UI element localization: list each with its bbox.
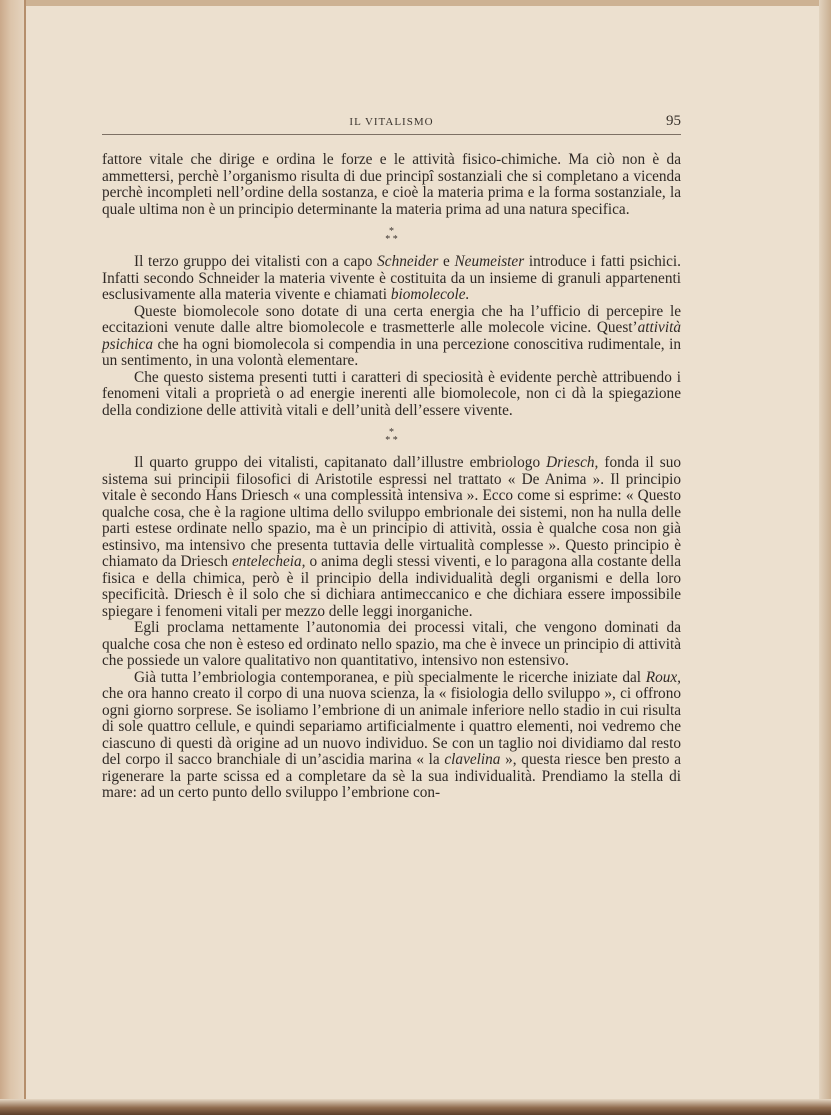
- paragraph-7-text-b: che ora hanno creato il corpo di una nuova scienza, la « fisiologia dello sviluppo », ci offrono ogni giorno sorprese. Se isoliamo l’embrione di un animale inferiore nello stadio in cui risulta di sole quattro cellule, e quindi separiamo artificialmente i quattro elementi, noi vedremo che ciascuno di questi dà origine ad un nuovo individuo. Se con un taglio noi dividiamo dal resto del corpo il sacco branchiale di un’ascidia marina « la: [102, 685, 681, 768]
- paragraph-2-text-b: e: [438, 253, 455, 270]
- asterism-bottom: * *: [385, 435, 398, 446]
- running-title: IL VITALISMO: [349, 116, 434, 128]
- asterism-top: *: [389, 226, 394, 237]
- paragraph-7-text-c: », questa riesce ben presto a rigenerare la parte scissa ed a completare da sè la sua individualità. Prendiamo la stella di mare: ad un certo punto dello sviluppo l’embrione con-: [102, 751, 682, 801]
- running-header: [102, 110, 681, 135]
- paragraph-2-text-c: introduce i fatti psichici. Infatti secondo Schneider la materia vivente è costituita da un insieme di granuli appartenenti esclusivamente alla materia vivente e chiamati: [102, 253, 681, 303]
- asterism-divider-2: [102, 429, 681, 445]
- paragraph-5-text-a: Il quarto gruppo dei vitalisti, capitanato dall’illustre embriologo: [134, 454, 547, 471]
- term-biomolecole: biomolecole.: [390, 286, 470, 303]
- term-entelecheia: entelecheia,: [232, 553, 306, 570]
- paragraph-5-text-c: o anima degli stessi viventi, e lo paragona alla costante della fisica e della chimica, però è il principio della individualità degli organismi e della loro specificità. Driesch è il solo che si dichiara antimeccanico e che dichiara essere impossibile spiegare i fenomeni vitali per mezzo delle leggi inorganiche.: [102, 553, 681, 620]
- asterism-top: *: [389, 427, 394, 438]
- paragraph-4: Che questo sistema presenti tutti i caratteri di speciosità è evidente perchè attribuendo i fenomeni vitali a proprietà o ad energie inerenti alle biomolecole, non ci dà la spiegazione della condizione delle attività vitali e dell’unità dell’essere vivente.: [102, 368, 681, 419]
- body-text: [102, 152, 681, 802]
- asterism-divider-1: [102, 228, 681, 244]
- name-roux: Roux,: [645, 668, 681, 686]
- paragraph-7-text-a: Già tutta l’embriologia contemporanea, e più specialmente le ricerche iniziate dal: [134, 668, 646, 686]
- name-schneider: Schneider: [377, 253, 439, 270]
- paragraph-5-text-b: fonda il suo sistema sui principii filosofici di Aristotile espressi nel trattato « De Anima ». Il principio vitale è secondo Hans Driesch « una complessità intensiva ». Ecco come si esprime: « Questo qualche cosa, che è la ragione ultima dello sviluppo embrionale dei sistemi, non ha nulla delle parti estese ordinate nello spazio, ma è un principio di attività, ossia è qualche cosa non già estinsivo, ma intensivo che presenta tuttavia delle virtualità complesse ». Questo principio è chiamato da Driesch: [102, 454, 681, 570]
- paragraph-2: [102, 254, 681, 304]
- asterism-bottom: * *: [385, 234, 398, 245]
- page-right-edge: [819, 0, 831, 1115]
- binding-line: [24, 0, 26, 1115]
- term-attivita-psichica: attività psichica: [102, 319, 681, 353]
- name-driesch: Driesch,: [546, 454, 599, 471]
- page-number: 95: [666, 113, 681, 129]
- paragraph-3-text-a: Queste biomolecole sono dotate di una certa energia che ha l’ufficio di percepire le eccitazioni venute dalle altre biomolecole e trasmetterle alle molecole vicine. Quest’: [102, 302, 681, 336]
- paragraph-6: Egli proclama nettamente l’autonomia dei processi vitali, che vengono dominati da qualche cosa che non è esteso ed ordinato nello spazio, ma che è invece un principio di attività che possiede un valore qualitativo non quantitativo, intensivo non estensivo.: [102, 619, 681, 669]
- paragraph-2-text-a: Il terzo gruppo dei vitalisti con a capo: [134, 253, 378, 270]
- paragraph-3-text-b: che ha ogni biomolecola si compendia in una percezione conoscitiva rudimentale, in un sentimento, in una volontà elementare.: [102, 335, 681, 369]
- page-left-edge: [0, 0, 26, 1115]
- page-top-edge: [0, 0, 831, 6]
- name-neumeister: Neumeister: [454, 253, 525, 270]
- term-clavelina: clavelina: [444, 751, 501, 768]
- paragraph-1: fattore vitale che dirige e ordina le forze e le attività fisico-chimiche. Ma ciò non è da ammettersi, perchè l’organismo risulta di due principî sostanziali che si completano a vicenda perchè incompleti nell’ordine della sostanza, e cioè la materia prima e la forma sostanziale, la quale ultima non è un principio determinante la materia prima ad una natura specifica.: [102, 151, 681, 218]
- paragraph-7: [102, 670, 681, 802]
- paragraph-5: [102, 455, 681, 620]
- paragraph-3: [102, 304, 681, 370]
- page-bottom-edge: [0, 1099, 831, 1115]
